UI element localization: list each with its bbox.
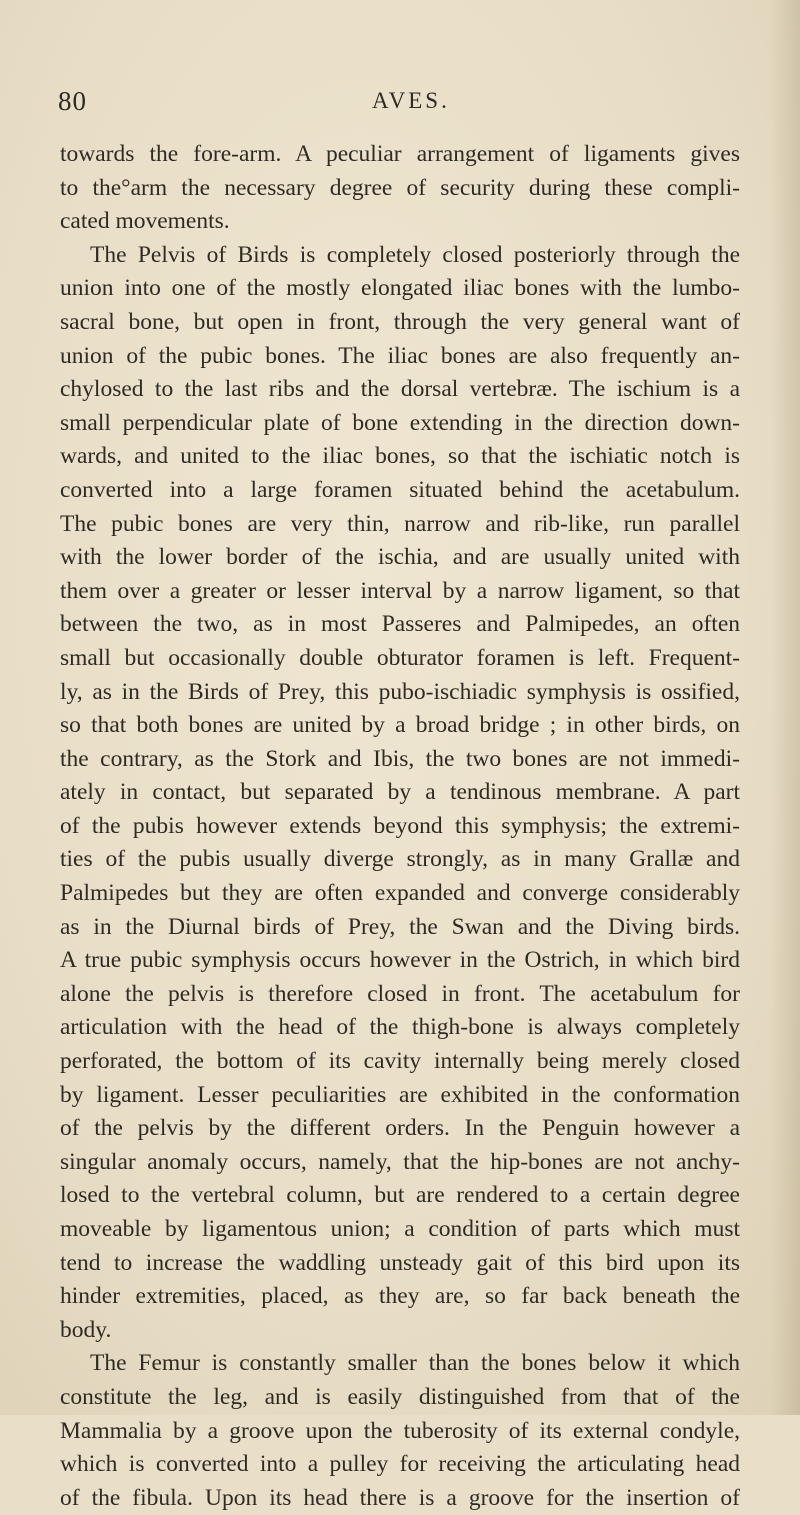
text-line: body. [60, 1316, 112, 1343]
text-line: of the fibula. Upon its head there is a groove for the insertion of [60, 1484, 740, 1511]
text-line: with the lower border of the ischia, and are usually united with [60, 544, 740, 571]
text-line: articulation with the head of the thigh-bone is always completely [60, 1014, 740, 1041]
text-line: cated movements. [60, 208, 230, 235]
text-line: hinder extremities, placed, as they are, so far back beneath the [60, 1283, 740, 1310]
text-line: sacral bone, but open in front, through the very general want of [60, 308, 740, 335]
text-line: union into one of the mostly elongated iliac bones with the lumbo- [60, 275, 740, 302]
text-line: towards the fore-arm. A peculiar arrangement of ligaments gives [60, 141, 740, 167]
page-number: 80 [58, 86, 87, 116]
text-line: Palmipedes but they are often expanded and converge considerably [60, 880, 740, 907]
text-line: which is converted into a pulley for receiving the articulating head [60, 1451, 740, 1478]
text-line: wards, and united to the iliac bones, so that the ischiatic notch is [60, 443, 740, 470]
text-line: The pubic bones are very thin, narrow and rib-like, run parallel [60, 510, 740, 537]
text-line: moveable by ligamentous union; a condition of parts which must [60, 1216, 740, 1242]
text-line: between the two, as in most Passeres and Palmipedes, an often [60, 611, 740, 638]
text-line: Mammalia by a groove upon the tuberosity of its external condyle, [60, 1417, 740, 1444]
text-line: constitute the leg, and is easily distinguished from that of the [60, 1383, 740, 1410]
text-line: of the pubis however extends beyond this symphysis; the extremi- [60, 812, 740, 839]
text-line: the contrary, as the Stork and Ibis, the two bones are not immedi- [60, 745, 740, 772]
text-line: The Pelvis of Birds is completely closed posteriorly through the [90, 241, 740, 268]
text-line: A true pubic symphysis occurs however in the Ostrich, in which bird [60, 947, 740, 974]
text-line: ties of the pubis usually diverge strongly, as in many Grallæ and [60, 846, 740, 873]
text-line: losed to the vertebral column, but are rendered to a certain degree [60, 1182, 740, 1209]
text-line: by ligament. Lesser peculiarities are exhibited in the conformation [60, 1081, 740, 1108]
running-title: AVES. [372, 88, 450, 113]
text-line: as in the Diurnal birds of Prey, the Swan and the Diving birds. [60, 913, 740, 940]
text-line: ly, as in the Birds of Prey, this pubo-ischiadic symphysis is ossified, [60, 678, 740, 705]
text-line: tend to increase the waddling unsteady gait of this bird upon its [60, 1249, 740, 1276]
body-text [60, 138, 740, 1515]
text-line: union of the pubic bones. The iliac bones are also frequently an- [60, 342, 740, 369]
page-edge-shadow [770, 0, 800, 1415]
text-line: of the pelvis by the different orders. In the Penguin however a [60, 1115, 740, 1142]
text-line: perforated, the bottom of its cavity internally being merely closed [60, 1048, 740, 1075]
text-line: alone the pelvis is therefore closed in front. The acetabulum for [60, 980, 740, 1007]
text-line: The Femur is constantly smaller than the bones below it which [90, 1350, 740, 1377]
text-line: singular anomaly occurs, namely, that the hip-bones are not anchy- [60, 1148, 740, 1175]
text-line: them over a greater or lesser interval by a narrow ligament, so that [60, 577, 740, 604]
text-line: to the°arm the necessary degree of security during these compli- [60, 174, 740, 201]
text-line: ately in contact, but separated by a tendinous membrane. A part [60, 779, 740, 806]
text-line: converted into a large foramen situated behind the acetabulum. [60, 476, 740, 503]
text-line: small perpendicular plate of bone extending in the direction down- [60, 409, 740, 436]
text-line: small but occasionally double obturator foramen is left. Frequent- [60, 644, 740, 671]
text-line: so that both bones are united by a broad bridge ; in other birds, on [60, 712, 740, 739]
text-line: chylosed to the last ribs and the dorsal vertebræ. The ischium is a [60, 376, 740, 403]
